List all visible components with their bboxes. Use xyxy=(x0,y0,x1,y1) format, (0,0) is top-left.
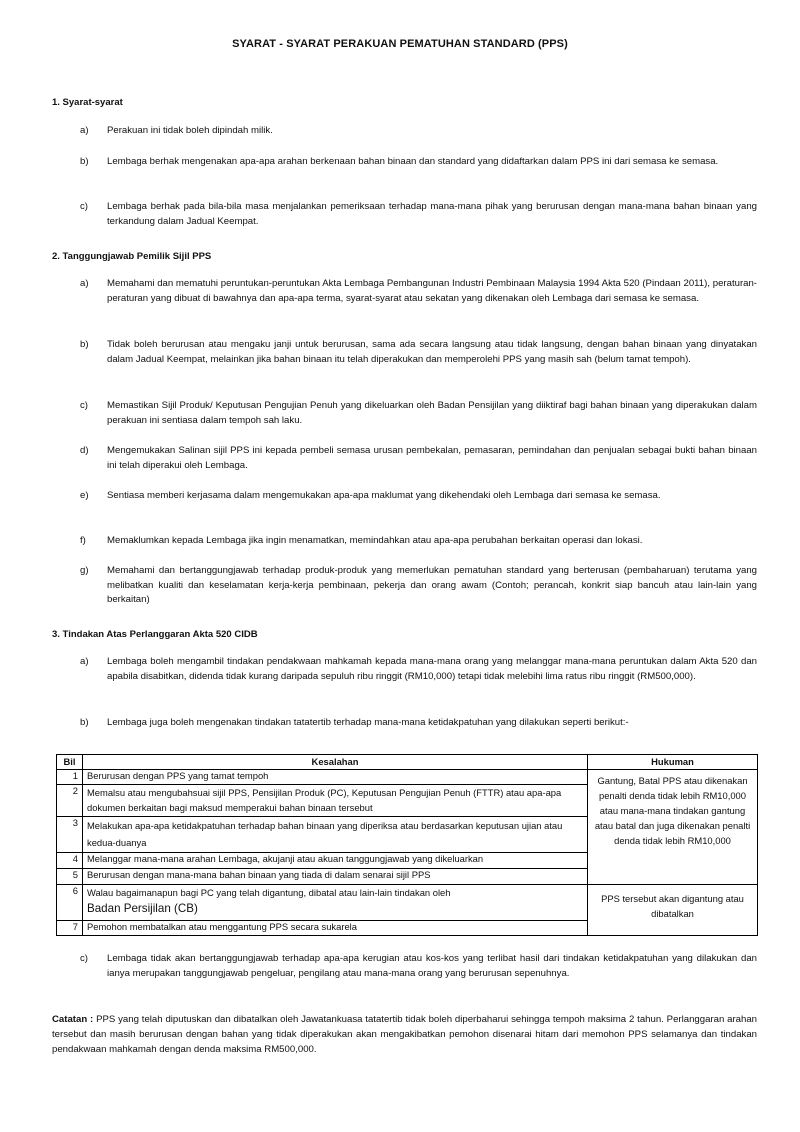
section-2-item-a xyxy=(80,277,757,306)
header-kesalahan: Kesalahan xyxy=(83,755,588,770)
item-label: e) xyxy=(80,490,89,501)
row-number: 4 xyxy=(57,853,83,869)
item-text: Perakuan ini tidak boleh dipindah milik. xyxy=(107,125,273,136)
item-label: b) xyxy=(80,156,89,167)
section-2-heading: 2. Tanggungjawab Pemilik Sijil PPS xyxy=(52,251,212,262)
penalty-table xyxy=(56,754,758,936)
row-offense-line-2: Badan Persijilan (CB) xyxy=(87,902,198,915)
section-2-item-f xyxy=(80,534,757,549)
penalty-cell-2: PPS tersebut akan digantung atau dibatalkan xyxy=(588,885,758,936)
section-2-item-d xyxy=(80,444,757,473)
document-title: SYARAT - SYARAT PERAKUAN PEMATUHAN STANDARD (PPS) xyxy=(232,38,568,50)
section-2-item-g xyxy=(80,564,757,608)
penalty-cell-1: Gantung, Batal PPS atau dikenakan penalti denda tidak lebih RM10,000 atau mana-mana tindakan gantung atau batal dan juga dikenakan penalti denda tidak lebih RM10,000 xyxy=(588,770,758,885)
section-1-item-c xyxy=(80,200,757,229)
row-offense: Berurusan dengan mana-mana bahan binaan yang tiada di dalam senarai sijil PPS xyxy=(83,869,588,885)
item-text: Lembaga juga boleh mengenakan tindakan tatatertib terhadap mana-mana ketidakpatuhan yang dilakukan seperti berikut:- xyxy=(107,717,629,728)
row-number: 1 xyxy=(57,770,83,785)
item-text: Mengemukakan Salinan sijil PPS ini kepada pembeli semasa urusan pembekalan, pemasaran, pemindahan dan penjualan sebagai bukti bahan binaan ini telah diperakui oleh Lembaga. xyxy=(107,445,757,471)
row-offense: Pemohon membatalkan atau menggantung PPS secara sukarela xyxy=(83,921,588,936)
note-paragraph xyxy=(52,1012,757,1057)
row-offense-line-1: Walau bagaimanapun bagi PC yang telah digantung, dibatal atau lain-lain tindakan oleh xyxy=(87,887,451,898)
row-offense: Memalsu atau mengubahsuai sijil PPS, Pensijilan Produk (PC), Keputusan Pengujian Penuh (FTTR) atau apa-apa dokumen berkaitan bagi maksud memperakui bahan binaan tersebut xyxy=(83,785,588,817)
item-label: a) xyxy=(80,125,89,136)
item-text: Memastikan Sijil Produk/ Keputusan Pengujian Penuh yang dikeluarkan oleh Badan Pensijilan yang diiktiraf bagi bahan binaan yang diperakukan dalam perakuan ini sentiasa dalam tempoh sah laku. xyxy=(107,400,757,426)
section-3-item-c xyxy=(80,952,757,981)
section-3-item-a xyxy=(80,655,757,684)
row-number: 2 xyxy=(57,785,83,817)
table-row xyxy=(57,770,758,785)
item-text: Memaklumkan kepada Lembaga jika ingin menamatkan, memindahkan atau apa-apa perubahan berkaitan operasi dan lokasi. xyxy=(107,535,643,546)
item-label: g) xyxy=(80,565,89,576)
item-text: Lembaga berhak pada bila-bila masa menjalankan pemeriksaan terhadap mana-mana pihak yang berurusan dengan mana-mana bahan binaan yang terkandung dalam Jadual Keempat. xyxy=(107,201,757,227)
item-label: f) xyxy=(80,535,86,546)
section-1-item-b xyxy=(80,155,757,170)
note-label: Catatan : xyxy=(52,1014,94,1025)
header-hukuman: Hukuman xyxy=(588,755,758,770)
row-number: 7 xyxy=(57,921,83,936)
row-offense: Berurusan dengan PPS yang tamat tempoh xyxy=(83,770,588,785)
section-1-item-a xyxy=(80,124,757,139)
item-text: Lembaga berhak mengenakan apa-apa arahan berkenaan bahan binaan dan standard yang didaftarkan dalam PPS ini dari semasa ke semasa. xyxy=(107,156,719,167)
note-text: PPS yang telah diputuskan dan dibatalkan oleh Jawatankuasa tatatertib tidak boleh diperbaharui sehingga tempoh maksima 2 tahun. Perlanggaran arahan tersebut dan masih berurusan dengan bahan yang tidak diperakukan akan mengakibatkan pemohon disenarai hitam dari memohon PPS selamanya dan tindakan pendakwaan mahkamah dengan denda maksima RM500,000. xyxy=(52,1014,758,1055)
item-label: a) xyxy=(80,278,89,289)
item-label: c) xyxy=(80,953,88,964)
row-number: 3 xyxy=(57,817,83,853)
item-label: d) xyxy=(80,445,89,456)
row-offense: Melanggar mana-mana arahan Lembaga, akujanji atau akuan tanggungjawab yang dikeluarkan xyxy=(83,853,588,869)
section-3-heading: 3. Tindakan Atas Perlanggaran Akta 520 CIDB xyxy=(52,629,258,640)
item-label: b) xyxy=(80,717,89,728)
item-text: Lembaga tidak akan bertanggungjawab terhadap apa-apa kerugian atau kos-kos yang terlibat hasil dari tindakan ketidakpatuhan yang dilakukan dan ianya merupakan tanggungjawab pengeluar, pengilang atau mana-mana orang yang berurusan sepenuhnya. xyxy=(107,953,757,979)
item-text: Tidak boleh berurusan atau mengaku janji untuk berurusan, sama ada secara langsung atau tidak langsung, dengan bahan binaan yang dinyatakan dalam Jadual Keempat, melainkan jika bahan binaan itu telah diperakukan dan memperolehi PPS yang masih sah (belum tamat tempoh). xyxy=(107,339,757,365)
item-label: a) xyxy=(80,656,89,667)
row-offense xyxy=(83,885,588,921)
row-offense: Melakukan apa-apa ketidakpatuhan terhadap bahan binaan yang diperiksa atau berdasarkan keputusan ujian atau kedua-duanya xyxy=(83,817,588,853)
row-number: 6 xyxy=(57,885,83,921)
row-number: 5 xyxy=(57,869,83,885)
section-2-item-b xyxy=(80,338,757,367)
item-label: c) xyxy=(80,201,88,212)
section-2-item-c xyxy=(80,399,757,428)
section-3-item-b xyxy=(80,716,757,731)
item-label: c) xyxy=(80,400,88,411)
section-2-item-e xyxy=(80,489,757,504)
item-text: Lembaga boleh mengambil tindakan pendakwaan mahkamah kepada mana-mana orang yang melanggar mana-mana peruntukan dalam Akta 520 dan apabila disabitkan, didenda tidak kurang daripada sepuluh ribu ringgit (RM10,000) tetapi tidak melebihi lima ratus ribu ringgit (RM500,000). xyxy=(107,656,757,682)
item-text: Memahami dan mematuhi peruntukan-peruntukan Akta Lembaga Pembangunan Industri Pembinaan Malaysia 1994 Akta 520 (Pindaan 2011), peraturan-peraturan yang dibuat di bawahnya dan apa-apa terma, syarat-syarat atau sekatan yang dikenakan oleh Lembaga dari semasa ke semasa. xyxy=(107,278,757,304)
header-bil: Bil xyxy=(57,755,83,770)
section-1-heading: 1. Syarat-syarat xyxy=(52,97,123,108)
item-text: Memahami dan bertanggungjawab terhadap produk-produk yang memerlukan pematuhan standard yang berterusan (pembaharuan) terutama yang melibatkan kualiti dan keselamatan kerja-kerja pembinaan, pekerja dan orang awam (Contoh; perancah, konkrit siap bancuh atau lain-lain yang berkaitan) xyxy=(107,565,757,606)
table-row xyxy=(57,885,758,921)
item-label: b) xyxy=(80,339,89,350)
table-header-row xyxy=(57,755,758,770)
item-text: Sentiasa memberi kerjasama dalam mengemukakan apa-apa maklumat yang dikehendaki oleh Lembaga dari semasa ke semasa. xyxy=(107,490,661,501)
